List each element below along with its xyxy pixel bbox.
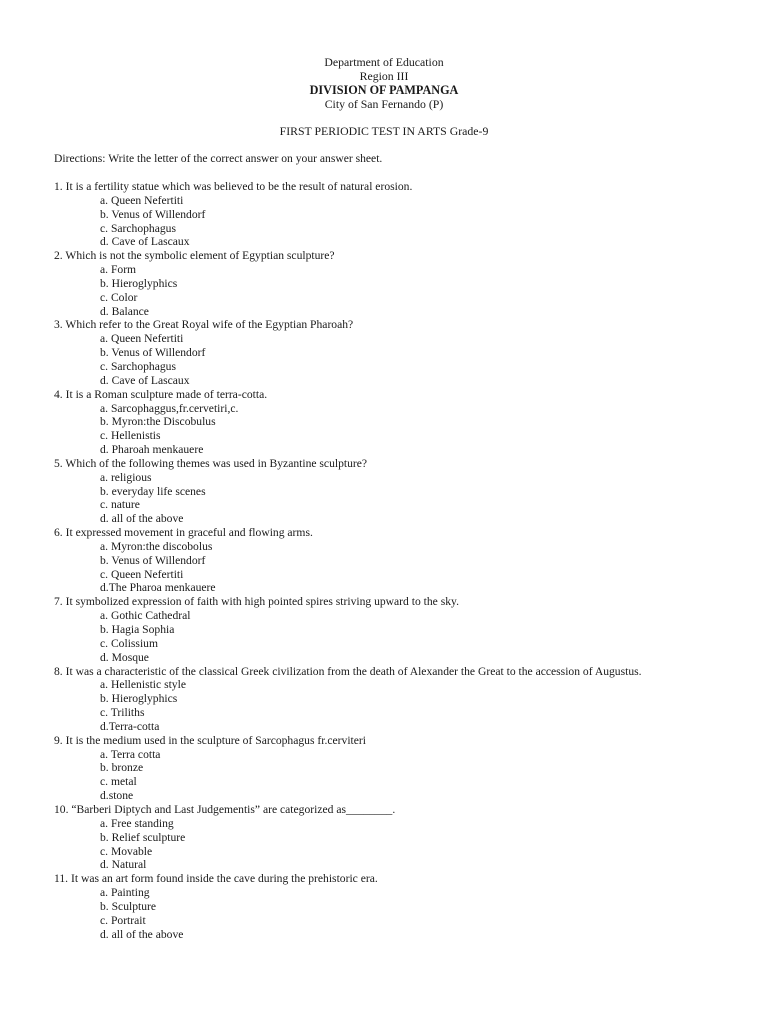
answer-option: c. Queen Nefertiti xyxy=(100,567,184,581)
question-item xyxy=(54,665,714,734)
answer-option: c. Sarchophagus xyxy=(100,221,176,235)
answer-option: c. Sarchophagus xyxy=(100,359,176,373)
answer-option: a. Sarcophaggus,fr.cervetiri,c. xyxy=(100,401,239,415)
header-city: City of San Fernando (P) xyxy=(324,97,444,111)
question-item xyxy=(54,526,714,595)
answer-option: b. Hieroglyphics xyxy=(100,692,178,706)
question-stem: 7. It symbolized expression of faith with high pointed spires striving upward to the sky. xyxy=(54,595,459,609)
question-item xyxy=(54,249,714,318)
answer-option: b. Relief sculpture xyxy=(100,830,186,844)
question-item xyxy=(54,734,714,803)
answer-option: d.The Pharoa menkauere xyxy=(100,581,216,595)
question-stem: 8. It was a characteristic of the classical Greek civilization from the death of Alexander the Great to the accession of Augustus. xyxy=(54,664,642,678)
answer-option: c. metal xyxy=(100,775,137,789)
answer-option: d. Cave of Lascaux xyxy=(100,373,190,387)
answer-option: d. Balance xyxy=(100,304,149,318)
question-stem: 2. Which is not the symbolic element of Egyptian sculpture? xyxy=(54,249,335,263)
answer-option: c. Colissium xyxy=(100,636,158,650)
question-stem: 9. It is the medium used in the sculpture of Sarcophagus fr.cerviteri xyxy=(54,733,366,747)
answer-option: c. Hellenistis xyxy=(100,429,161,443)
answer-option: d. all of the above xyxy=(100,512,184,526)
answer-option: a. religious xyxy=(100,470,152,484)
answer-option: b. Venus of Willendorf xyxy=(100,346,206,360)
test-title: FIRST PERIODIC TEST IN ARTS Grade-9 xyxy=(279,124,489,138)
header-region: Region III xyxy=(359,69,409,83)
header-division: DIVISION OF PAMPANGA xyxy=(309,83,459,97)
answer-option: b. Venus of Willendorf xyxy=(100,553,206,567)
question-stem: 1. It is a fertility statue which was believed to be the result of natural erosion. xyxy=(54,180,413,193)
answer-option: d. Cave of Lascaux xyxy=(100,235,190,249)
question-item xyxy=(54,388,714,457)
answer-option: c. Triliths xyxy=(100,706,145,720)
answer-option: b. Hieroglyphics xyxy=(100,276,178,290)
answer-option: a. Myron:the discobolus xyxy=(100,539,213,553)
answer-option: d. Natural xyxy=(100,858,147,872)
question-stem: 4. It is a Roman sculpture made of terra-cotta. xyxy=(54,387,268,401)
answer-option: d. Pharoah menkauere xyxy=(100,443,204,457)
answer-option: d. Mosque xyxy=(100,650,149,664)
question-list xyxy=(54,180,714,941)
answer-option: a. Queen Nefertiti xyxy=(100,332,184,346)
answer-option: a. Free standing xyxy=(100,816,174,830)
question-stem: 11. It was an art form found inside the cave during the prehistoric era. xyxy=(54,872,378,886)
answer-option: b. Sculpture xyxy=(100,899,157,913)
question-item xyxy=(54,318,714,387)
question-item xyxy=(54,457,714,526)
question-item xyxy=(54,180,714,249)
answer-option: d.stone xyxy=(100,789,134,803)
directions-text: Directions: Write the letter of the correct answer on your answer sheet. xyxy=(54,152,383,165)
header-department: Department of Education xyxy=(324,55,444,69)
question-item xyxy=(54,595,714,664)
answer-option: a. Painting xyxy=(100,886,150,900)
document-header xyxy=(0,55,768,111)
question-stem: 3. Which refer to the Great Royal wife of the Egyptian Pharoah? xyxy=(54,318,354,332)
question-stem: 10. “Barberi Diptych and Last Judgementis” are categorized as________. xyxy=(54,802,396,816)
answer-option: a. Gothic Cathedral xyxy=(100,609,191,623)
answer-option: d.Terra-cotta xyxy=(100,719,160,733)
answer-option: c. Color xyxy=(100,290,138,304)
answer-option: a. Queen Nefertiti xyxy=(100,193,184,207)
answer-option: c. Portrait xyxy=(100,913,146,927)
question-stem: 5. Which of the following themes was used in Byzantine sculpture? xyxy=(54,456,368,470)
answer-option: b. Myron:the Discobulus xyxy=(100,415,216,429)
answer-option: b. Hagia Sophia xyxy=(100,623,175,636)
answer-option: a. Hellenistic style xyxy=(100,678,186,692)
answer-option: d. all of the above xyxy=(100,927,184,941)
answer-option: b. bronze xyxy=(100,761,144,775)
answer-option: a. Terra cotta xyxy=(100,747,161,761)
answer-option: c. Movable xyxy=(100,844,153,858)
question-stem: 6. It expressed movement in graceful and flowing arms. xyxy=(54,526,313,540)
question-item xyxy=(54,872,714,941)
answer-option: a. Form xyxy=(100,263,137,277)
question-item xyxy=(54,803,714,872)
answer-option: c. nature xyxy=(100,498,140,512)
answer-option: b. everyday life scenes xyxy=(100,484,206,498)
answer-option: b. Venus of Willendorf xyxy=(100,207,206,221)
